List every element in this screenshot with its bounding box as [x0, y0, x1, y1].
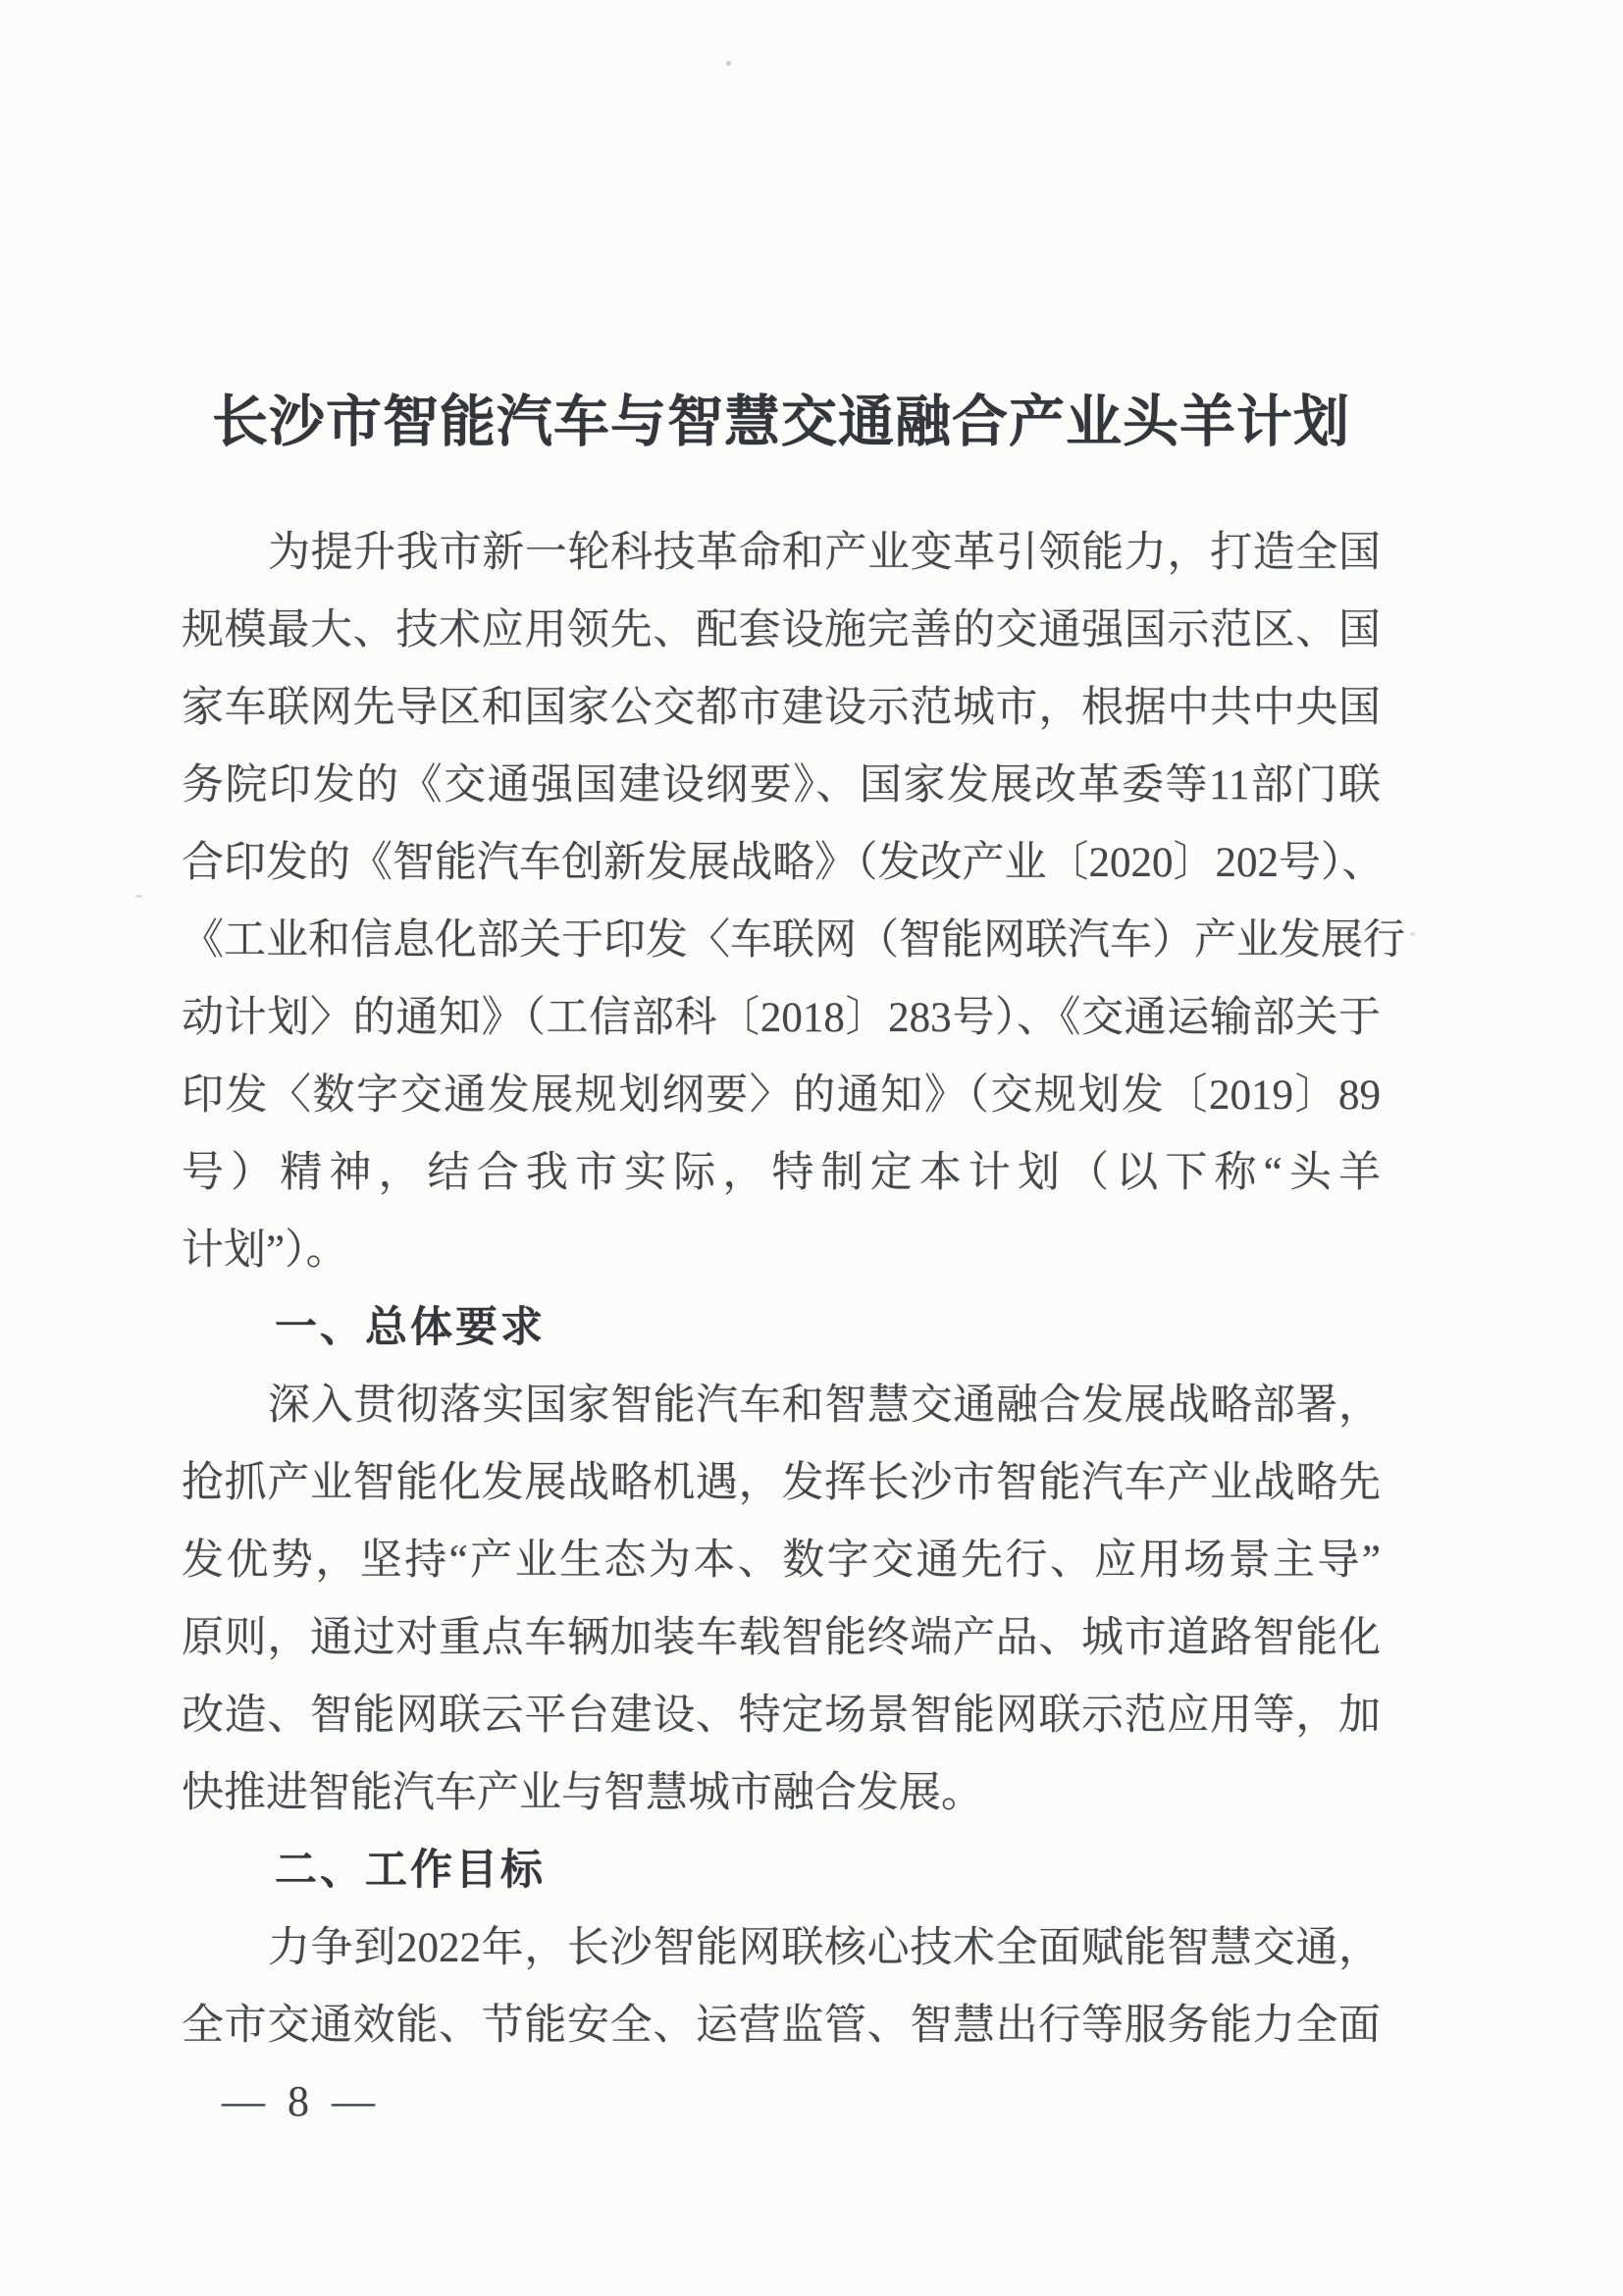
intro-line: 务院印发的《交通强国建设纲要》、国家发展改革委等11部门联 — [182, 762, 1381, 809]
document-body — [182, 514, 1405, 2064]
scan-speck — [135, 895, 142, 898]
intro-line: 计划”）。 — [182, 1227, 348, 1274]
section-2-heading: 二、工作目标 — [275, 1847, 546, 1894]
intro-line: 规模最大、技术应用领先、配套设施完善的交通强国示范区、国 — [182, 607, 1381, 653]
intro-line: 合印发的《智能汽车创新发展战略》（发改产业〔2020〕202号）、 — [182, 840, 1385, 886]
intro-line: 《工业和信息化部关于印发〈车联网（智能网联汽车）产业发展行 — [182, 917, 1405, 964]
intro-line: 为提升我市新一轮科技革命和产业变革引领能力，打造全国 — [268, 530, 1381, 576]
section-1-line: 发优势，坚持“产业生态为本、数字交通先行、应用场景主导” — [182, 1538, 1381, 1584]
section-1-line: 改造、智能网联云平台建设、特定场景智能网联示范应用等，加 — [182, 1693, 1381, 1739]
intro-line: 家车联网先导区和国家公交都市建设示范城市，根据中共中央国 — [182, 685, 1381, 731]
section-2-line: 全市交通效能、节能安全、运营监管、智慧出行等服务能力全面 — [182, 2003, 1381, 2049]
scan-speck — [1410, 932, 1415, 936]
document-title: 长沙市智能汽车与智慧交通融合产业头羊计划 — [212, 391, 1350, 454]
intro-line: 动计划〉的通知》（工信部科〔2018〕283号）、《交通运输部关于 — [182, 995, 1381, 1041]
section-2-line: 力争到2022年，长沙智能网联核心技术全面赋能智慧交通， — [268, 1925, 1381, 1971]
section-1-line: 深入贯彻落实国家智能汽车和智慧交通融合发展战略部署， — [268, 1383, 1381, 1429]
page-number: — 8 — — [222, 2077, 381, 2125]
intro-line: 号）精神，结合我市实际，特制定本计划（以下称“头羊 — [182, 1150, 1381, 1196]
scan-speck — [726, 61, 731, 66]
intro-line: 印发〈数字交通发展规划纲要〉的通知》（交规划发〔2019〕89 — [182, 1072, 1381, 1119]
section-1-line: 快推进智能汽车产业与智慧城市融合发展。 — [182, 1770, 983, 1816]
section-1-line: 抢抓产业智能化发展战略机遇，发挥长沙市智能汽车产业战略先 — [182, 1460, 1381, 1506]
section-1-heading: 一、总体要求 — [275, 1304, 546, 1351]
section-1-line: 原则，通过对重点车辆加装车载智能终端产品、城市道路智能化 — [182, 1615, 1381, 1661]
